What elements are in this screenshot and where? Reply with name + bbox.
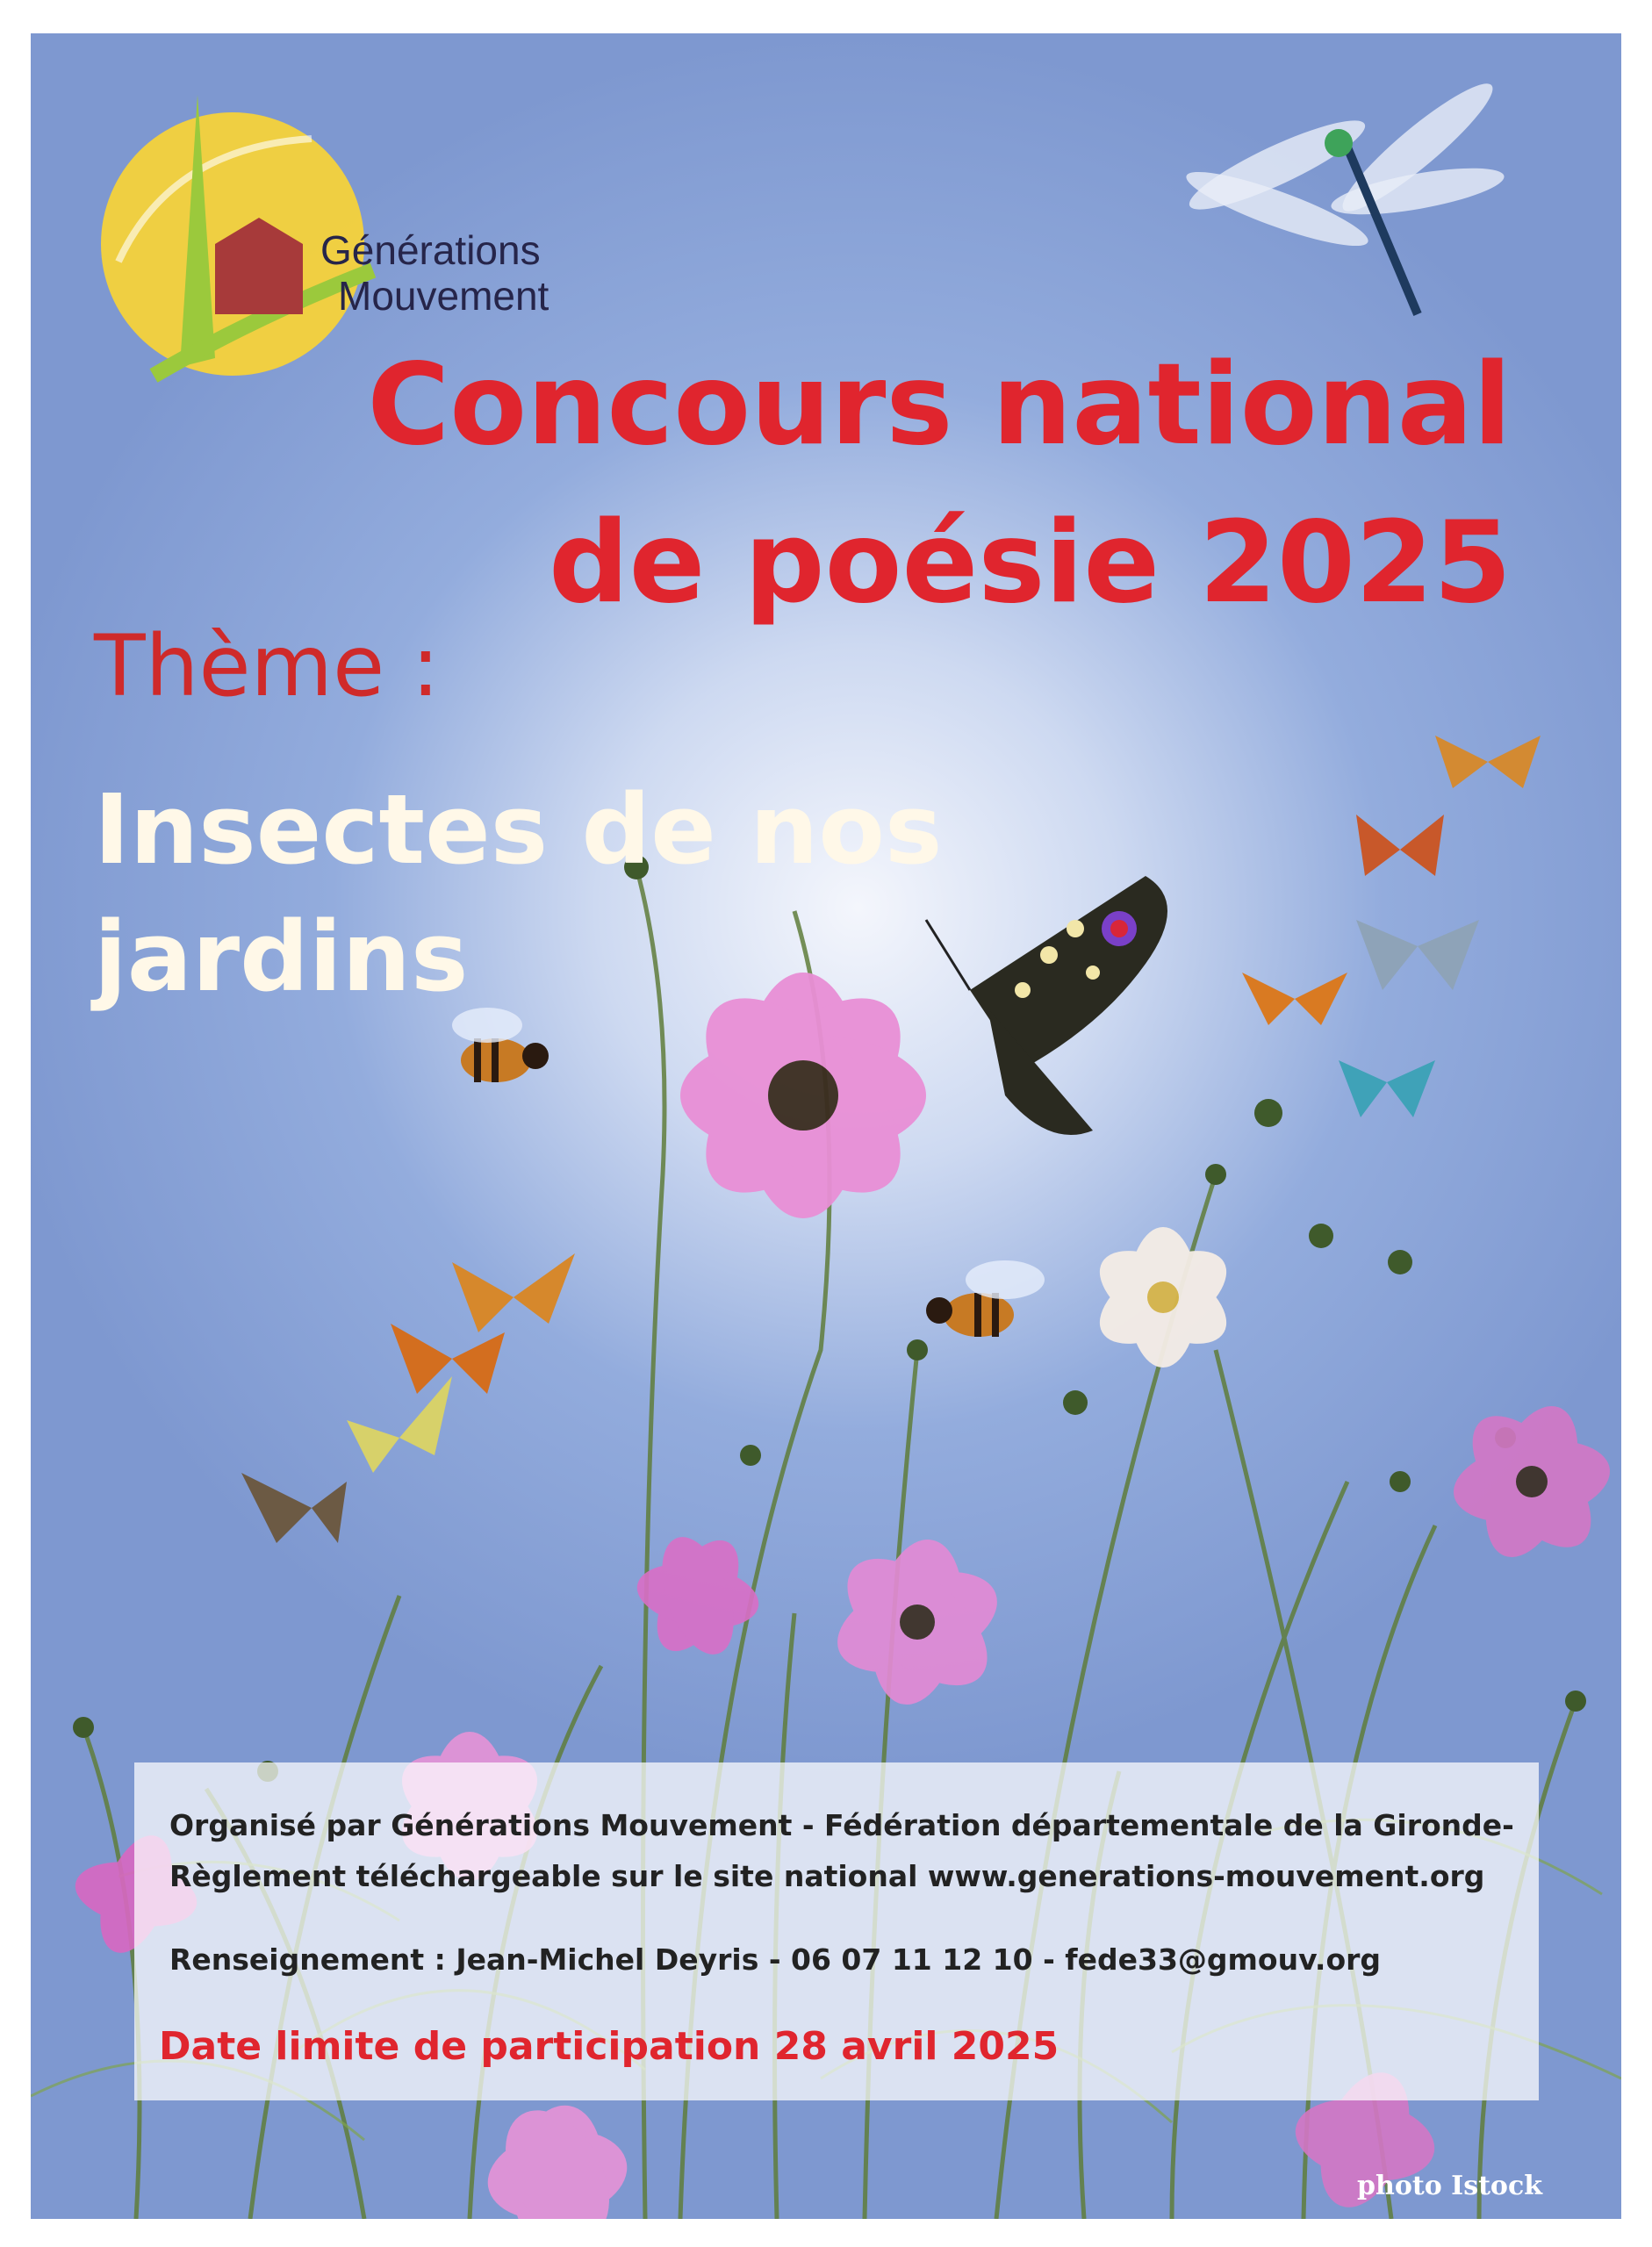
poster (31, 33, 1621, 2219)
theme-value: Insectes de nos jardins (94, 773, 943, 1013)
info-box (134, 1762, 1539, 2100)
dragonfly-icon (1181, 70, 1507, 314)
rules-text: Règlement téléchargeable sur le site national www.generations-mouvement.org (169, 1859, 1485, 1893)
logo-text-generations: Générations (320, 227, 541, 273)
theme-label: Thème : (94, 617, 440, 715)
poster-title-line2: de poésie 2025 (548, 498, 1512, 628)
contact-text: Renseignement : Jean-Michel Deyris - 06 07 11 12 10 - fede33@gmouv.org (169, 1942, 1382, 1977)
butterfly-icon (1242, 736, 1541, 1117)
logo-text-mouvement: Mouvement (338, 273, 549, 319)
photo-credit: photo Istock (1357, 2171, 1542, 2201)
deadline-text: Date limite de participation 28 avril 2025 (159, 2024, 1059, 2069)
butterfly-icon (241, 1253, 575, 1543)
poster-title-line1: Concours national (367, 340, 1512, 470)
organizer-text: Organisé par Générations Mouvement - Fédération départementale de la Gironde- (169, 1808, 1514, 1842)
